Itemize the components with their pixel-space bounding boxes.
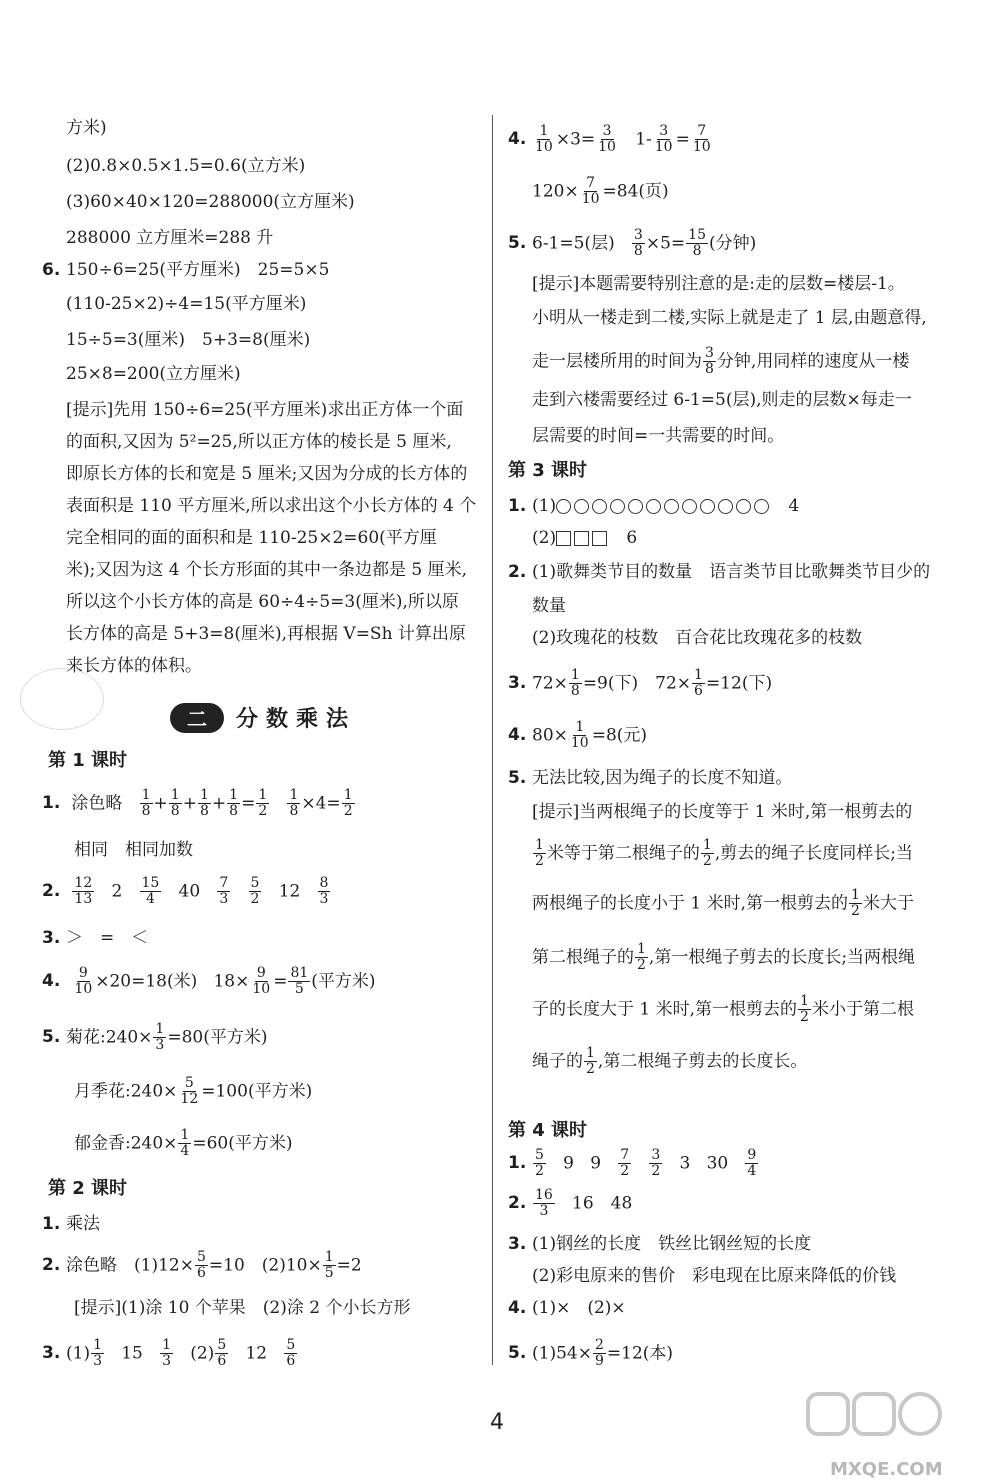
- question-1: [508, 498, 799, 515]
- text: 两根绳子的长度小于 1 米时,第一根剪去的: [532, 893, 849, 914]
- question-2: [42, 876, 331, 908]
- question-number: 4.: [508, 129, 527, 150]
- hint-line: 米);又因为这 4 个长方形面的其中一条边都是 5 厘米,: [66, 560, 468, 580]
- question-number: 3.: [42, 928, 61, 948]
- hint-line: [提示]本题需要特别注意的是:走的层数=楼层-1。: [532, 274, 905, 294]
- question-6: [42, 262, 329, 279]
- watermark-text: MXQE.COM: [830, 1459, 943, 1480]
- value: 9: [563, 1153, 574, 1174]
- text: 郁金香:240×: [74, 1133, 178, 1154]
- fraction: $\frac{1}{6}$: [694, 667, 703, 700]
- op: +: [153, 793, 168, 814]
- text-line: 288000 立方厘米=288 升: [66, 228, 274, 248]
- text: 子的长度大于 1 米时,第一根剪去的: [532, 999, 798, 1020]
- fraction: $\frac{9}{10}$: [252, 965, 271, 998]
- fraction: $\frac{1}{3}$: [93, 1337, 103, 1370]
- fraction: $\frac{7}{10}$: [692, 123, 711, 156]
- text: =12(下): [705, 673, 773, 694]
- text-line: [74, 1076, 312, 1108]
- text: ×5=: [645, 233, 686, 254]
- section-heading: [170, 702, 356, 733]
- question-2: [508, 1188, 632, 1220]
- hint-line: 来长方体的体积。: [66, 656, 202, 676]
- text: 无法比较,因为绳子的长度不知道。: [532, 768, 793, 788]
- text-line: (2)彩电原来的售价 彩电现在比原来降低的价钱: [532, 1266, 897, 1286]
- question-1: [508, 1148, 759, 1180]
- lesson-heading: 第 1 课时: [48, 750, 128, 771]
- hint-line: [提示]先用 150÷6=25(平方厘米)求出正方体一个面: [66, 400, 464, 420]
- fraction: $\frac{15}{8}$: [688, 227, 706, 260]
- fraction: $\frac{1}{8}$: [570, 667, 580, 700]
- text: (1)歌舞类节目的数量 语言类节目比歌舞类节目少的: [532, 562, 931, 582]
- fraction: $\frac{1}{4}$: [180, 1127, 190, 1160]
- question-number: 2.: [508, 1193, 527, 1214]
- hint-line: 的面积,又因为 5²=25,所以正方体的棱长是 5 厘米,: [66, 432, 452, 452]
- value: 12: [278, 881, 301, 902]
- text: (2): [532, 528, 557, 548]
- question-number: 2.: [508, 562, 527, 582]
- text: ×3=: [555, 129, 596, 150]
- hint-line: 所以这个小长方体的高是 60÷4÷5=3(厘米),所以原: [66, 592, 459, 612]
- text: 月季花:240×: [74, 1081, 178, 1102]
- value: 30: [706, 1153, 729, 1174]
- hint-line: [532, 1046, 807, 1078]
- question-number: 5.: [508, 1343, 527, 1364]
- text-line: 15÷5=3(厘米) 5+3=8(厘米): [66, 330, 311, 350]
- fraction: $\frac{5}{6}$: [196, 1249, 206, 1282]
- text: 18×: [213, 971, 250, 992]
- question-2: [42, 1250, 362, 1282]
- question-number: 3.: [508, 673, 527, 694]
- question-4: [508, 124, 714, 156]
- fraction: $\frac{12}{13}$: [74, 875, 93, 908]
- fraction: $\frac{5}{6}$: [286, 1337, 296, 1370]
- lesson-heading: 第 4 课时: [508, 1120, 588, 1141]
- hint-line: 表面积是 110 平方厘米,所以求出这个小长方体的 4 个: [66, 496, 477, 516]
- circle-icons: [556, 496, 772, 516]
- watermark-logo: [800, 1390, 950, 1480]
- text: ＞ = ＜: [66, 928, 149, 948]
- question-2: [508, 564, 930, 581]
- text: 米大于: [862, 893, 914, 914]
- fraction: $\frac{1}{10}$: [535, 123, 553, 156]
- question-number: 1.: [42, 1214, 61, 1234]
- fraction: $\frac{1}{2}$: [800, 993, 809, 1026]
- text: 16 48: [572, 1193, 633, 1214]
- value: 4: [788, 496, 800, 516]
- fraction: $\frac{2}{9}$: [594, 1337, 604, 1370]
- question-number: 1.: [508, 496, 527, 516]
- fraction: $\frac{1}{8}$: [229, 787, 239, 820]
- question-number: 4.: [508, 1298, 527, 1318]
- text: 第二根绳子的: [532, 947, 634, 968]
- fraction: $\frac{1}{3}$: [155, 1021, 165, 1054]
- text-line: [74, 1128, 292, 1160]
- fraction: $\frac{81}{5}$: [290, 965, 309, 998]
- section-title: 分数乘法: [236, 707, 357, 732]
- question-number: 2.: [42, 1255, 61, 1276]
- section-badge: 二: [170, 703, 224, 733]
- text-line: (2)玫瑰花的枝数 百合花比玫瑰花多的枝数: [532, 628, 863, 648]
- text: (平方米): [311, 971, 376, 992]
- column-divider: [492, 115, 493, 1365]
- value: 40: [178, 881, 201, 902]
- hint-line: [提示]当两根绳子的长度等于 1 米时,第一根剪去的: [532, 802, 913, 822]
- text: =60(平方米): [192, 1133, 293, 1154]
- value: 2: [111, 881, 123, 902]
- op: =: [675, 129, 690, 150]
- text: (分钟): [708, 233, 757, 254]
- fraction: $\frac{1}{5}$: [324, 1249, 334, 1282]
- value: 9: [590, 1153, 602, 1174]
- text: =2: [336, 1255, 362, 1276]
- question-number: 5.: [508, 233, 527, 254]
- value: 6: [626, 528, 638, 548]
- question-3: [508, 1236, 811, 1253]
- op: =: [241, 793, 256, 814]
- text-line: (110-25×2)÷4=15(平方厘米): [66, 294, 307, 314]
- question-number: 2.: [42, 881, 61, 902]
- text: =100(平方米): [201, 1081, 313, 1102]
- fraction: $\frac{3}{10}$: [654, 123, 673, 156]
- fraction: $\frac{5}{2}$: [535, 1147, 544, 1180]
- question-number: 3.: [508, 1234, 527, 1254]
- fraction: $\frac{8}{3}$: [319, 875, 329, 908]
- fraction: $\frac{1}{2}$: [258, 787, 268, 820]
- value: 15: [121, 1343, 143, 1364]
- fraction: $\frac{7}{2}$: [620, 1147, 630, 1180]
- text: 菊花:240×: [66, 1027, 153, 1048]
- fraction: $\frac{1}{2}$: [343, 787, 353, 820]
- fraction: $\frac{1}{2}$: [702, 837, 712, 870]
- text: ×20=18(米): [95, 971, 198, 992]
- text: ,第一根绳子剪去的长度长;当两根绳: [648, 947, 916, 968]
- text: 涂色略: [71, 793, 123, 814]
- op: +: [211, 793, 227, 814]
- text: 72×: [532, 673, 568, 694]
- question-4: [42, 966, 376, 998]
- question-number: 5.: [508, 768, 527, 788]
- question-5: [508, 770, 792, 787]
- question-number: 4.: [508, 725, 527, 746]
- page-number: 4: [490, 1410, 504, 1435]
- question-3: [508, 668, 772, 700]
- question-3: [42, 1338, 298, 1370]
- hint-line: 层需要的时间=一共需要的时间。: [532, 426, 785, 446]
- op: =: [273, 971, 288, 992]
- op: +: [182, 793, 197, 814]
- fraction: $\frac{1}{2}$: [637, 941, 646, 974]
- question-5: [42, 1022, 267, 1054]
- text: ,剪去的绳子长度同样长;当: [714, 843, 913, 864]
- fraction: $\frac{1}{8}$: [199, 787, 209, 820]
- stamp-image: [20, 668, 104, 730]
- square-icons: [556, 528, 610, 548]
- text: 乘法: [66, 1214, 100, 1234]
- text: 米等于第二根绳子的: [546, 843, 700, 864]
- text: 涂色略 (1)12×: [66, 1255, 194, 1276]
- hint-line: 小明从一楼走到二楼,实际上就是走了 1 层,由题意得,: [532, 308, 927, 328]
- text: 80×: [532, 725, 568, 746]
- text: =10 (2)10×: [208, 1255, 322, 1276]
- fraction: $\frac{9}{4}$: [747, 1147, 757, 1180]
- fraction: $\frac{1}{8}$: [289, 787, 299, 820]
- fraction: $\frac{1}{2}$: [586, 1045, 595, 1078]
- hint-line: [532, 942, 915, 974]
- text-line: 相同 相同加数: [74, 840, 193, 860]
- question-number: 6.: [42, 260, 61, 280]
- text-line: (2)0.8×0.5×1.5=0.6(立方米): [66, 156, 306, 176]
- fraction: $\frac{7}{10}$: [581, 175, 600, 208]
- fraction: $\frac{5}{6}$: [217, 1337, 227, 1370]
- text: (1): [66, 1343, 91, 1364]
- fraction: $\frac{1}{8}$: [141, 787, 151, 820]
- fraction: $\frac{7}{3}$: [219, 875, 229, 908]
- text: 走一层楼所用的时间为: [532, 351, 702, 372]
- hint-line: [532, 994, 914, 1026]
- lesson-heading: 第 2 课时: [48, 1178, 128, 1199]
- hint-line: [提示](1)涂 10 个苹果 (2)涂 2 个小长方形: [74, 1298, 411, 1318]
- fraction: $\frac{16}{3}$: [535, 1187, 553, 1220]
- question-1: [42, 788, 356, 820]
- text: =9(下) 72×: [582, 673, 692, 694]
- question-4: [508, 720, 647, 752]
- lesson-heading: 第 3 课时: [508, 460, 588, 481]
- question-number: 3.: [42, 1343, 61, 1364]
- text: (1): [532, 496, 557, 516]
- fraction: $\frac{1}{2}$: [535, 837, 544, 870]
- fraction: $\frac{1}{10}$: [570, 719, 589, 752]
- fraction: $\frac{3}{8}$: [633, 227, 643, 260]
- text: =8(元): [591, 725, 648, 746]
- question-1: [42, 1216, 100, 1233]
- fraction: $\frac{1}{2}$: [851, 887, 860, 920]
- question-5: [508, 228, 756, 260]
- text: =80(平方米): [167, 1027, 268, 1048]
- hint-line: 即原长方体的长和宽是 5 厘米;又因为分成的长方体的: [66, 464, 468, 484]
- fraction: $\frac{9}{10}$: [74, 965, 93, 998]
- fraction: $\frac{3}{10}$: [598, 123, 616, 156]
- text: (2): [190, 1343, 215, 1364]
- hint-line: 长方体的高是 5+3=8(厘米),再根据 V=Sh 计算出原: [66, 624, 466, 644]
- question-4: [508, 1300, 626, 1317]
- hint-line: [532, 346, 909, 378]
- text: (1)× (2)×: [532, 1298, 626, 1318]
- text-line: [532, 530, 637, 547]
- text: 6-1=5(层): [532, 233, 615, 254]
- fraction: $\frac{1}{3}$: [162, 1337, 172, 1370]
- fraction: $\frac{3}{8}$: [705, 345, 714, 378]
- text: 120×: [532, 181, 579, 202]
- hint-line: [532, 888, 914, 920]
- text-line: 25×8=200(立方厘米): [66, 364, 241, 384]
- text: 1-: [635, 129, 652, 150]
- question-number: 4.: [42, 971, 61, 992]
- fraction: $\frac{5}{12}$: [180, 1075, 199, 1108]
- text-line: (3)60×40×120=288000(立方厘米): [66, 192, 355, 212]
- question-3: [42, 930, 148, 947]
- hint-line: 走到六楼需要经过 6-1=5(层),则走的层数×每走一: [532, 390, 912, 410]
- text: (1)54×: [532, 1343, 592, 1364]
- fraction: $\frac{1}{8}$: [170, 787, 180, 820]
- text: 米小于第二根: [811, 999, 914, 1020]
- text: ,第二根绳子剪去的长度长。: [597, 1051, 808, 1072]
- fraction: $\frac{3}{2}$: [651, 1147, 661, 1180]
- text-line: [532, 176, 669, 208]
- op: ×4=: [301, 793, 341, 814]
- question-number: 5.: [42, 1027, 61, 1048]
- fraction: $\frac{15}{4}$: [141, 875, 160, 908]
- text: =84(页): [602, 181, 669, 202]
- hint-line: 完全相同的面的面积和是 110-25×2=60(平方厘: [66, 528, 437, 548]
- hint-line: [532, 838, 913, 870]
- text: 绳子的: [532, 1051, 583, 1072]
- text-line: 方米): [66, 118, 107, 138]
- text-line: 数量: [532, 596, 566, 616]
- value: 3: [679, 1153, 691, 1174]
- text: =12(本): [606, 1343, 674, 1364]
- fraction: $\frac{5}{2}$: [250, 875, 260, 908]
- value: 12: [245, 1343, 268, 1364]
- question-5: [508, 1338, 673, 1370]
- question-number: 1.: [508, 1153, 527, 1174]
- text: (1)钢丝的长度 铁丝比钢丝短的长度: [532, 1234, 812, 1254]
- text: 分钟,用同样的速度从一楼: [716, 351, 910, 372]
- question-number: 1.: [42, 793, 61, 814]
- text: 150÷6=25(平方厘米) 25=5×5: [66, 260, 330, 280]
- logo-graphic: [800, 1390, 950, 1460]
